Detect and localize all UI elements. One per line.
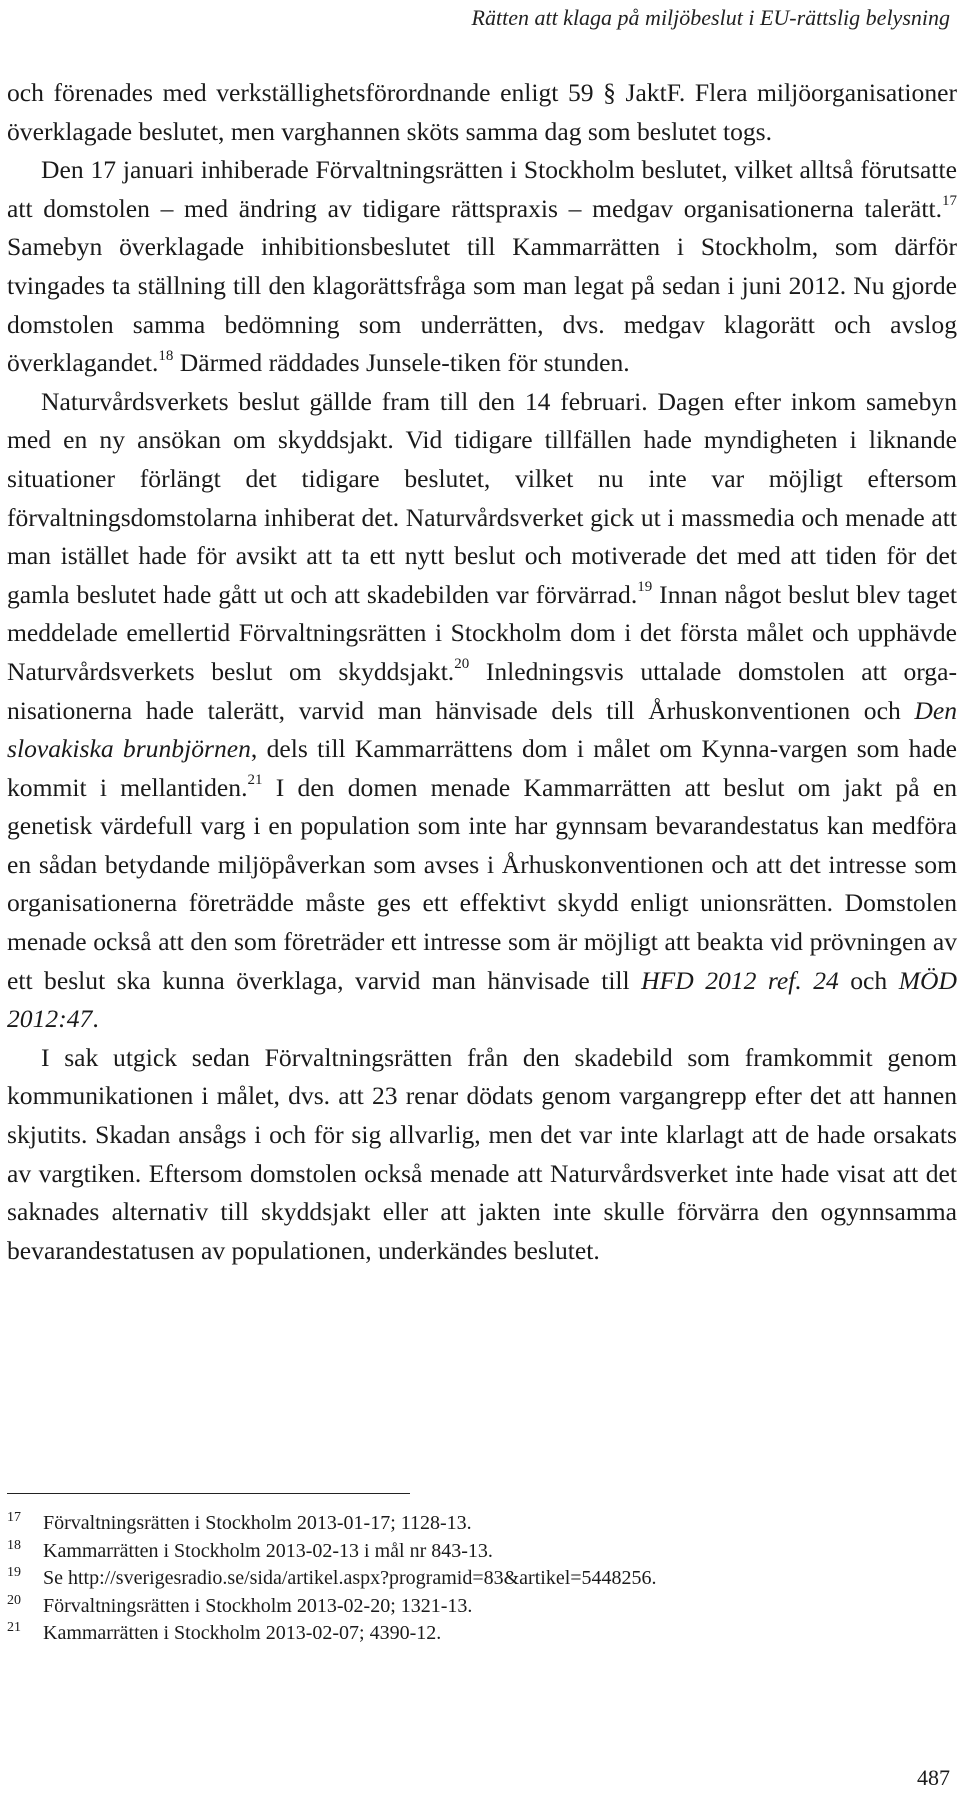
- footnote-ref-21: 21: [247, 772, 263, 789]
- footnote-divider: [7, 1493, 410, 1494]
- running-header: Rätten att klaga på miljöbeslut i EU-rättslig belysning: [471, 5, 950, 30]
- paragraph-3: [7, 383, 957, 1039]
- footnote-number: 17: [7, 1510, 21, 1525]
- case-name-italic: Den slovakiska brunbjörnen: [7, 695, 957, 764]
- footnote-19: [7, 1565, 947, 1593]
- footnote-number: 19: [7, 1565, 21, 1580]
- case-ref-hfd: HFD 2012 ref. 24: [641, 965, 839, 995]
- paragraph-3-text-c: Inledningsvis uttalade domstolen att organisationerna hade talerätt, varvid man hänvisade dels till Århuskonventionen och: [7, 656, 957, 725]
- paragraph-2-text-a: Den 17 januari inhiberade Förvaltningsrätten i Stockholm beslutet, vilket alltså förutsatte att domstolen – med ändring av tidigare rättspraxis – medgav organisationerna talerätt.: [7, 155, 957, 223]
- footnote-text: Kammarrätten i Stockholm 2013-02-07; 4390-12.: [43, 1622, 442, 1644]
- footnote-number: 21: [7, 1620, 21, 1635]
- footnote-20: [7, 1593, 947, 1621]
- footnote-21: [7, 1620, 947, 1648]
- footnote-17: [7, 1510, 947, 1538]
- paragraph-1: och förenades med verkställighetsförordnande enligt 59 § JaktF. Flera miljöorganisationer överklagade beslutet, men varghannen sköts samma dag som beslutet togs.: [7, 78, 957, 146]
- paragraph-3-text-e: I den domen menade Kammarrätten att beslut om jakt på en genetisk värdefull varg i en population som inte har gynnsam bevarandestatus kan medföra en sådan betydande miljöpåverkan som avses i Århuskonventionen och att det intresse som organisationerna företrädde måste ges ett effektivt skydd enligt unionsrätten. Domstolen menade också att den som företräder ett intresse som är möjligt att beakta vid prövningen av ett beslut ska kunna överklaga, varvid man hänvisade till: [7, 772, 957, 995]
- footnote-ref-19: 19: [637, 579, 653, 596]
- footnote-ref-17: 17: [942, 193, 957, 210]
- footnote-text: Se http://sverigesradio.se/sida/artikel.aspx?programid=83&artikel=5448256.: [43, 1567, 657, 1589]
- body-text: [7, 74, 957, 1270]
- footnote-text: Förvaltningsrätten i Stockholm 2013-01-17; 1128-13.: [43, 1512, 472, 1534]
- paragraph-3-text-g: .: [92, 1004, 99, 1034]
- footnote-number: 20: [7, 1592, 21, 1608]
- footnote-18: [7, 1538, 947, 1566]
- paragraph-2-text-b: Samebyn överklagade inhibitionsbeslutet till Kammarrätten i Stockholm, som därför tvingades ta ställning till den klagorättsfråga som man legat på sedan i juni 2012. Nu gjorde domstolen samma bedömning som underrätten, dvs. medgav klagorätt och avslog överklagandet.: [7, 232, 957, 378]
- paragraph-2-text-c: Därmed räddades Junsele-tiken för stunden.: [173, 348, 630, 378]
- footnote-ref-18: 18: [158, 347, 174, 364]
- paragraph-3-text-f: och: [838, 965, 899, 995]
- page-number: 487: [917, 1765, 950, 1790]
- case-ref-mod: MÖD 2012:47: [7, 965, 957, 1034]
- footnote-ref-20: 20: [454, 656, 470, 673]
- paragraph-3-text-d: , dels till Kammarrättens dom i målet om Kynna-vargen som hade kommit i mellantiden.: [7, 734, 957, 802]
- footnote-text: Kammarrätten i Stockholm 2013-02-13 i mål nr 843-13.: [43, 1539, 493, 1562]
- paragraph-4: I sak utgick sedan Förvaltningsrätten från den skadebild som framkommit genom kommunikationen i målet, dvs. att 23 renar dödats genom vargangrepp efter det att hannen skjutits. Skadan ansågs i och för sig allvarlig, men det var inte klarlagt att de hade orsakats av vargtiken. Eftersom domstolen också menade att Naturvårdsverket inte hade visat att det saknades alternativ till skyddsjakt eller att jakten inte skulle förvärra den ogynnsamma bevarandestatusen av populationen, underkändes beslutet.: [7, 1042, 957, 1265]
- paragraph-3-text-b: Innan något beslut blev taget meddelade emellertid Förvaltningsrätten i Stockholm dom i det första målet och upphävde Naturvårdsverkets beslut om skyddsjakt.: [7, 579, 957, 686]
- footnote-text: Förvaltningsrätten i Stockholm 2013-02-20; 1321-13.: [43, 1594, 473, 1617]
- paragraph-3-text-a: Naturvårdsverkets beslut gällde fram till den 14 februari. Dagen efter inkom samebyn med en ny ansökan om skyddsjakt. Vid tidigare tillfällen hade myndigheten i liknande situationer förlängt det tidigare beslutet, vilket nu inte var möjligt eftersom förvaltningsdomstolarna inhiberat det. Naturvårdsverket gick ut i massmedia och menade att man istället hade för avsikt att ta ett nytt beslut och motiverade det med att tiden för det gamla beslutet hade gått ut och att skadebilden var förvärrad.: [7, 386, 957, 609]
- footnote-number: 18: [7, 1537, 21, 1553]
- paragraph-2: [7, 151, 957, 383]
- footnotes: [7, 1510, 947, 1648]
